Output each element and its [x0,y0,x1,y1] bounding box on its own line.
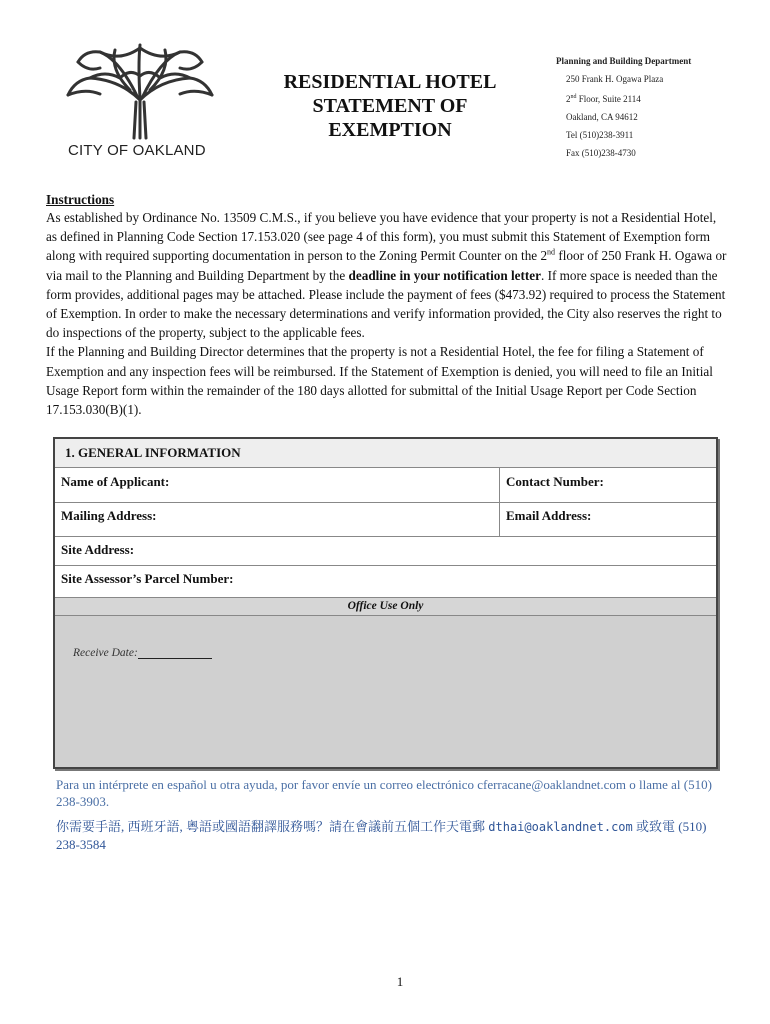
mailing-label: Mailing Address: [61,508,157,523]
receive-date-blank [138,646,212,659]
receive-date-label: Receive Date: [73,647,138,659]
instructions-heading: Instructions [46,192,115,207]
title-line: RESIDENTIAL HOTEL [283,71,497,93]
email-address-field[interactable] [499,502,716,536]
section-title: 1. GENERAL INFORMATION [65,445,241,460]
applicant-name-field[interactable] [55,468,499,502]
phone-number: Tel (510)238-3911 [566,130,634,140]
applicant-row [55,468,716,503]
chinese-interpreter-note [56,818,726,854]
general-information-form [53,437,718,769]
floor-suffix: nd [570,94,577,100]
oak-tree-icon [60,40,220,140]
contact-number-field[interactable] [499,468,716,502]
floor-suite: Floor, Suite 2114 [576,94,641,104]
receive-date [73,646,212,659]
instructions-paragraph-2: If the Planning and Building Director determines that the property is not a Residential Hotel, the fee for filing a Statement of Exemption and any inspection fees will be reimbursed. If the Statement of Exemption is denied, you will need to file an Initial Usage Report form within the remainder of the 180 days allotted for submittal of the Initial Usage Report per Code Section 17.153.030(B)(1). [46,344,713,418]
site-address-field[interactable] [55,536,716,565]
parcel-row [55,565,716,598]
office-use-header: Office Use Only [55,597,716,616]
parcel-label: Site Assessor’s Parcel Number: [61,571,234,586]
department-name: Planning and Building Department [556,56,692,66]
address-line-2 [556,88,691,108]
instructions-text: . If more space is needed than the form provides, additional pages may be attached. Please include the payment of fees ($473.92) required to process the Statement of Exemption. In order to make the necessary determinations and verify information provided, the City also reserves the right to do inspections of the property, subject to the applicable fees. [46,267,726,341]
parcel-number-field[interactable] [55,565,716,597]
applicant-label: Name of Applicant: [61,474,170,489]
document-title [270,70,510,142]
spanish-interpreter-note: Para un intérprete en español u otra ayuda, por favor envíe un correo electrónico cferracane@oaklandnet.com o llame al (510) 238-3903. [56,777,712,809]
office-use-area [55,616,716,767]
email-label: Email Address: [506,508,592,523]
address-city: Oakland, CA 94612 [566,112,638,122]
chinese-email-link[interactable]: dthai@oaklandnet.com [488,820,633,834]
site-label: Site Address: [61,542,135,557]
deadline-emphasis: deadline in your notification letter [348,267,541,283]
chinese-text: 你需要手語, 西班牙語, 粵語或國語翻譯服務嗎？請在會議前五個工作天電郵 [56,819,489,834]
floor-number: 2 [566,94,571,104]
instructions-text: As established by Ordinance No. 13509 C.M.S., if you believe you have evidence that your property is not a Residential Hotel, as defined in Planning Code Section 17.153.020 (see page 4 of this form), you must submit this Statement of Exemption form along with required supporting documentation in person to the Zoning Permit Counter on the 2 [46,210,717,264]
contact-label: Contact Number: [506,474,604,489]
department-address [556,52,691,162]
ordinal-suffix: nd [547,248,556,258]
instructions-section [46,192,730,419]
address-line-1: 250 Frank H. Ogawa Plaza [566,74,664,84]
logo-text: CITY OF OAKLAND [68,142,206,159]
mailing-address-field[interactable] [55,502,499,536]
title-line: STATEMENT OF [312,95,468,117]
chinese-text: 或致電 (510) 238-3584 [56,819,707,852]
instructions-text: floor of 250 Frank H. Ogawa or via mail to the Planning and Building Department by the [46,248,727,283]
fax-number: Fax (510)238-4730 [566,148,636,158]
site-address-row [55,536,716,566]
address-row [55,502,716,537]
title-line: EXEMPTION [328,119,452,141]
section-header [55,439,716,468]
instructions-paragraph-1 [46,208,730,342]
page-number: 1 [396,974,404,989]
